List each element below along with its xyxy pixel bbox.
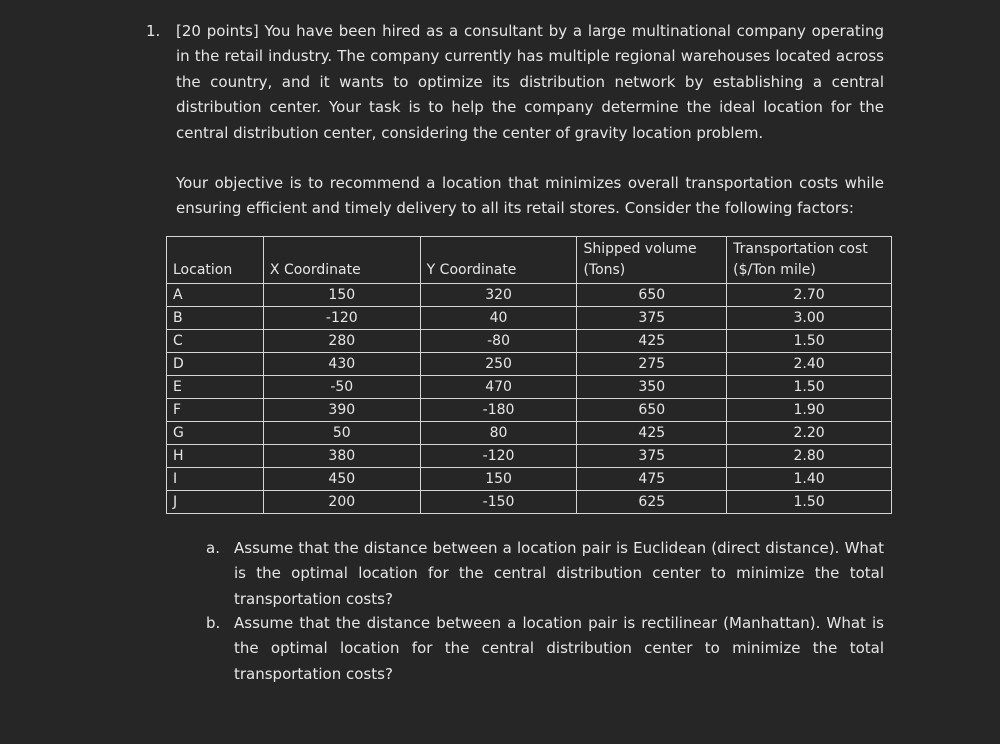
cell-transportation-cost: 1.40 xyxy=(727,468,892,491)
table-row xyxy=(167,491,892,514)
table-row xyxy=(167,468,892,491)
header-transportation-cost-line1: Transportation cost xyxy=(733,241,868,257)
cell-shipped-volume: 375 xyxy=(577,445,727,468)
cell-shipped-volume: 650 xyxy=(577,284,727,307)
table-row xyxy=(167,399,892,422)
cell-y-coordinate: -180 xyxy=(420,399,577,422)
cell-transportation-cost: 2.80 xyxy=(727,445,892,468)
cell-location: H xyxy=(167,445,264,468)
cell-transportation-cost: 1.50 xyxy=(727,330,892,353)
header-transportation-cost xyxy=(727,237,892,284)
cell-shipped-volume: 475 xyxy=(577,468,727,491)
cell-transportation-cost: 2.70 xyxy=(727,284,892,307)
table-row xyxy=(167,422,892,445)
cell-y-coordinate: -80 xyxy=(420,330,577,353)
table-row xyxy=(167,353,892,376)
cell-transportation-cost: 1.50 xyxy=(727,491,892,514)
cell-location: D xyxy=(167,353,264,376)
header-x-coordinate: X Coordinate xyxy=(263,237,420,284)
table-row xyxy=(167,376,892,399)
header-shipped-volume xyxy=(577,237,727,284)
cell-transportation-cost: 2.20 xyxy=(727,422,892,445)
cell-shipped-volume: 350 xyxy=(577,376,727,399)
cell-y-coordinate: 150 xyxy=(420,468,577,491)
cell-y-coordinate: 250 xyxy=(420,353,577,376)
cell-x-coordinate: 200 xyxy=(263,491,420,514)
subquestion-a-label: a. xyxy=(206,539,220,557)
header-y-coordinate: Y Coordinate xyxy=(420,237,577,284)
cell-transportation-cost: 1.50 xyxy=(727,376,892,399)
cell-shipped-volume: 275 xyxy=(577,353,727,376)
table-row xyxy=(167,307,892,330)
table-body xyxy=(167,284,892,514)
cell-location: A xyxy=(167,284,264,307)
table-header-row xyxy=(167,237,892,284)
locations-table xyxy=(166,236,892,514)
question-intro: [20 points] You have been hired as a consultant by a large multinational company operating in the retail industry. The company currently has multiple regional warehouses located across the country, and it wants to optimize its distribution network by establishing a central distribution center. Your task is to help the company determine the ideal location for the central distribution center, considering the center of gravity location problem. xyxy=(176,22,884,142)
cell-x-coordinate: -120 xyxy=(263,307,420,330)
cell-shipped-volume: 375 xyxy=(577,307,727,330)
header-shipped-volume-line2: (Tons) xyxy=(583,262,626,278)
subquestion-a-text-content: Assume that the distance between a location pair is Euclidean (direct distance). What is the optimal location for the central distribution center to minimize the total transportation costs? xyxy=(234,539,884,608)
cell-location: E xyxy=(167,376,264,399)
subquestion-b-label: b. xyxy=(206,614,221,632)
table-row xyxy=(167,284,892,307)
cell-y-coordinate: 40 xyxy=(420,307,577,330)
cell-y-coordinate: 320 xyxy=(420,284,577,307)
cell-x-coordinate: 450 xyxy=(263,468,420,491)
cell-x-coordinate: 390 xyxy=(263,399,420,422)
cell-transportation-cost: 2.40 xyxy=(727,353,892,376)
cell-location: B xyxy=(167,307,264,330)
table-row xyxy=(167,445,892,468)
cell-x-coordinate: 430 xyxy=(263,353,420,376)
header-transportation-cost-line2: ($/Ton mile) xyxy=(733,262,816,278)
cell-x-coordinate: 380 xyxy=(263,445,420,468)
subquestion-b-text: Assume that the distance between a location pair is rectilinear (Manhattan). What is the optimal location for the central distribution center to minimize the total transportation costs? xyxy=(234,614,884,683)
cell-shipped-volume: 650 xyxy=(577,399,727,422)
cell-location: J xyxy=(167,491,264,514)
table-row xyxy=(167,330,892,353)
cell-y-coordinate: -150 xyxy=(420,491,577,514)
cell-shipped-volume: 625 xyxy=(577,491,727,514)
cell-location: F xyxy=(167,399,264,422)
cell-x-coordinate: 50 xyxy=(263,422,420,445)
cell-location: I xyxy=(167,468,264,491)
cell-x-coordinate: 150 xyxy=(263,284,420,307)
question-number: 1. xyxy=(146,22,161,40)
cell-x-coordinate: 280 xyxy=(263,330,420,353)
question-objective: Your objective is to recommend a location that minimizes overall transportation costs while ensuring efficient and timely delivery to all its retail stores. Consider the following factors: xyxy=(176,174,884,218)
header-location: Location xyxy=(167,237,264,284)
cell-location: G xyxy=(167,422,264,445)
cell-shipped-volume: 425 xyxy=(577,330,727,353)
cell-shipped-volume: 425 xyxy=(577,422,727,445)
cell-transportation-cost: 3.00 xyxy=(727,307,892,330)
cell-y-coordinate: 80 xyxy=(420,422,577,445)
cell-y-coordinate: 470 xyxy=(420,376,577,399)
cell-transportation-cost: 1.90 xyxy=(727,399,892,422)
cell-location: C xyxy=(167,330,264,353)
cell-y-coordinate: -120 xyxy=(420,445,577,468)
subquestion-a-text xyxy=(234,536,884,612)
header-shipped-volume-line1: Shipped volume xyxy=(583,241,697,257)
cell-x-coordinate: -50 xyxy=(263,376,420,399)
